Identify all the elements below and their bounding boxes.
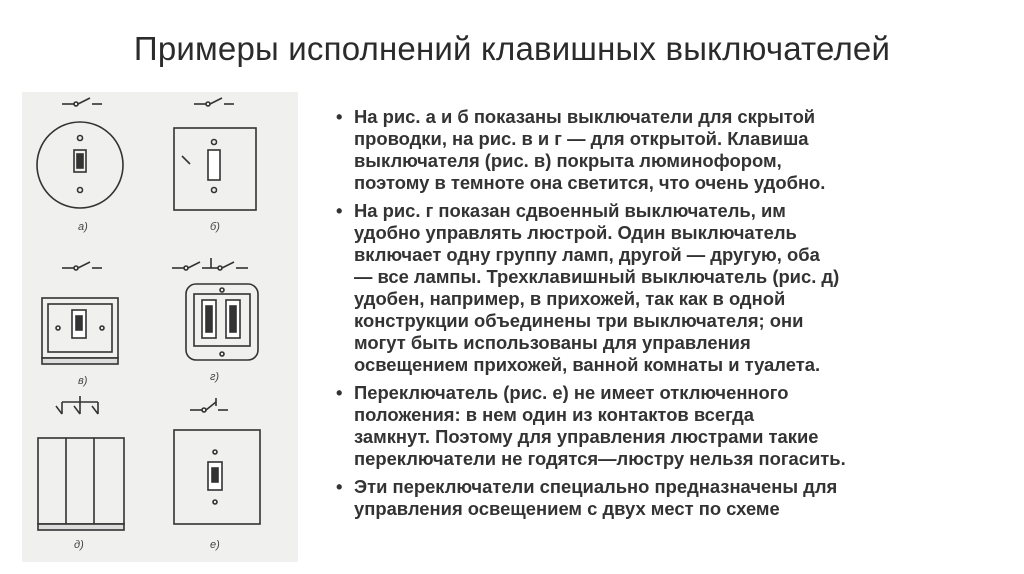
- bullet-line: управления освещением с двух мест по схеме: [354, 498, 780, 519]
- bullet-line: • Переключатель (рис. е) не имеет отключенного: [354, 382, 789, 403]
- caption-e: е): [210, 539, 220, 551]
- switch-d-drawing: [38, 438, 124, 530]
- bullet-item: [336, 200, 976, 376]
- switch-e-drawing: [174, 430, 260, 524]
- bullet-list: [336, 106, 976, 526]
- switch-b-symbol: [194, 98, 234, 106]
- caption-v: в): [78, 375, 88, 387]
- switches-illustration: [22, 92, 298, 562]
- switch-v-symbol: [62, 262, 102, 270]
- slide-title: Примеры исполнений клавишных выключателей: [133, 30, 891, 67]
- bullet-item: [336, 382, 976, 470]
- bullet-item: [336, 106, 976, 194]
- bullet-line: поэтому в темноте она светится, что очень удобно.: [354, 172, 826, 193]
- caption-a: а): [78, 221, 88, 233]
- switch-e-symbol: [190, 398, 228, 412]
- bullet-line: конструкции объединены три выключателя; они: [354, 310, 804, 331]
- bullet-line: • На рис. г показан сдвоенный выключатель, им: [354, 200, 786, 221]
- bullet-line: положения: в нем один из контактов всегда: [354, 404, 755, 425]
- bullet-line: проводки, на рис. в и г — для открытой. Клавиша: [354, 128, 809, 149]
- bullet-line: могут быть использованы для управления: [354, 332, 751, 353]
- switch-v-drawing: [42, 298, 118, 364]
- bullet-line: освещением прихожей, ванной комнаты и туалета.: [354, 354, 821, 375]
- caption-b: б): [210, 221, 220, 233]
- bullet-line: включает одну группу ламп, другой — другую, оба: [354, 244, 820, 265]
- bullet-item: [336, 476, 976, 520]
- switch-a-drawing: [37, 122, 123, 208]
- bullet-line: • Эти переключатели специально предназначены для: [354, 476, 838, 497]
- bullet-line: • На рис. а и б показаны выключатели для скрытой: [354, 106, 816, 127]
- bullet-line: замкнут. Поэтому для управления люстрами такие: [354, 426, 819, 447]
- switch-d-symbol: [56, 396, 98, 414]
- bullet-line: выключателя (рис. в) покрыта люминофором,: [354, 150, 782, 171]
- caption-d: д): [74, 539, 84, 551]
- switch-a-symbol: [62, 98, 102, 106]
- switch-g-symbol: [172, 258, 248, 270]
- switch-g-drawing: [186, 284, 258, 360]
- bullet-line: — все лампы. Трехклавишный выключатель (рис. д): [354, 266, 840, 287]
- bullet-line: удобен, например, в прихожей, так как в одной: [354, 288, 786, 309]
- caption-g: г): [210, 371, 220, 383]
- switch-b-drawing: [174, 128, 256, 210]
- bullet-line: переключатели не годятся—люстру нельзя погасить.: [354, 448, 846, 469]
- bullet-line: удобно управлять люстрой. Один выключатель: [354, 222, 797, 243]
